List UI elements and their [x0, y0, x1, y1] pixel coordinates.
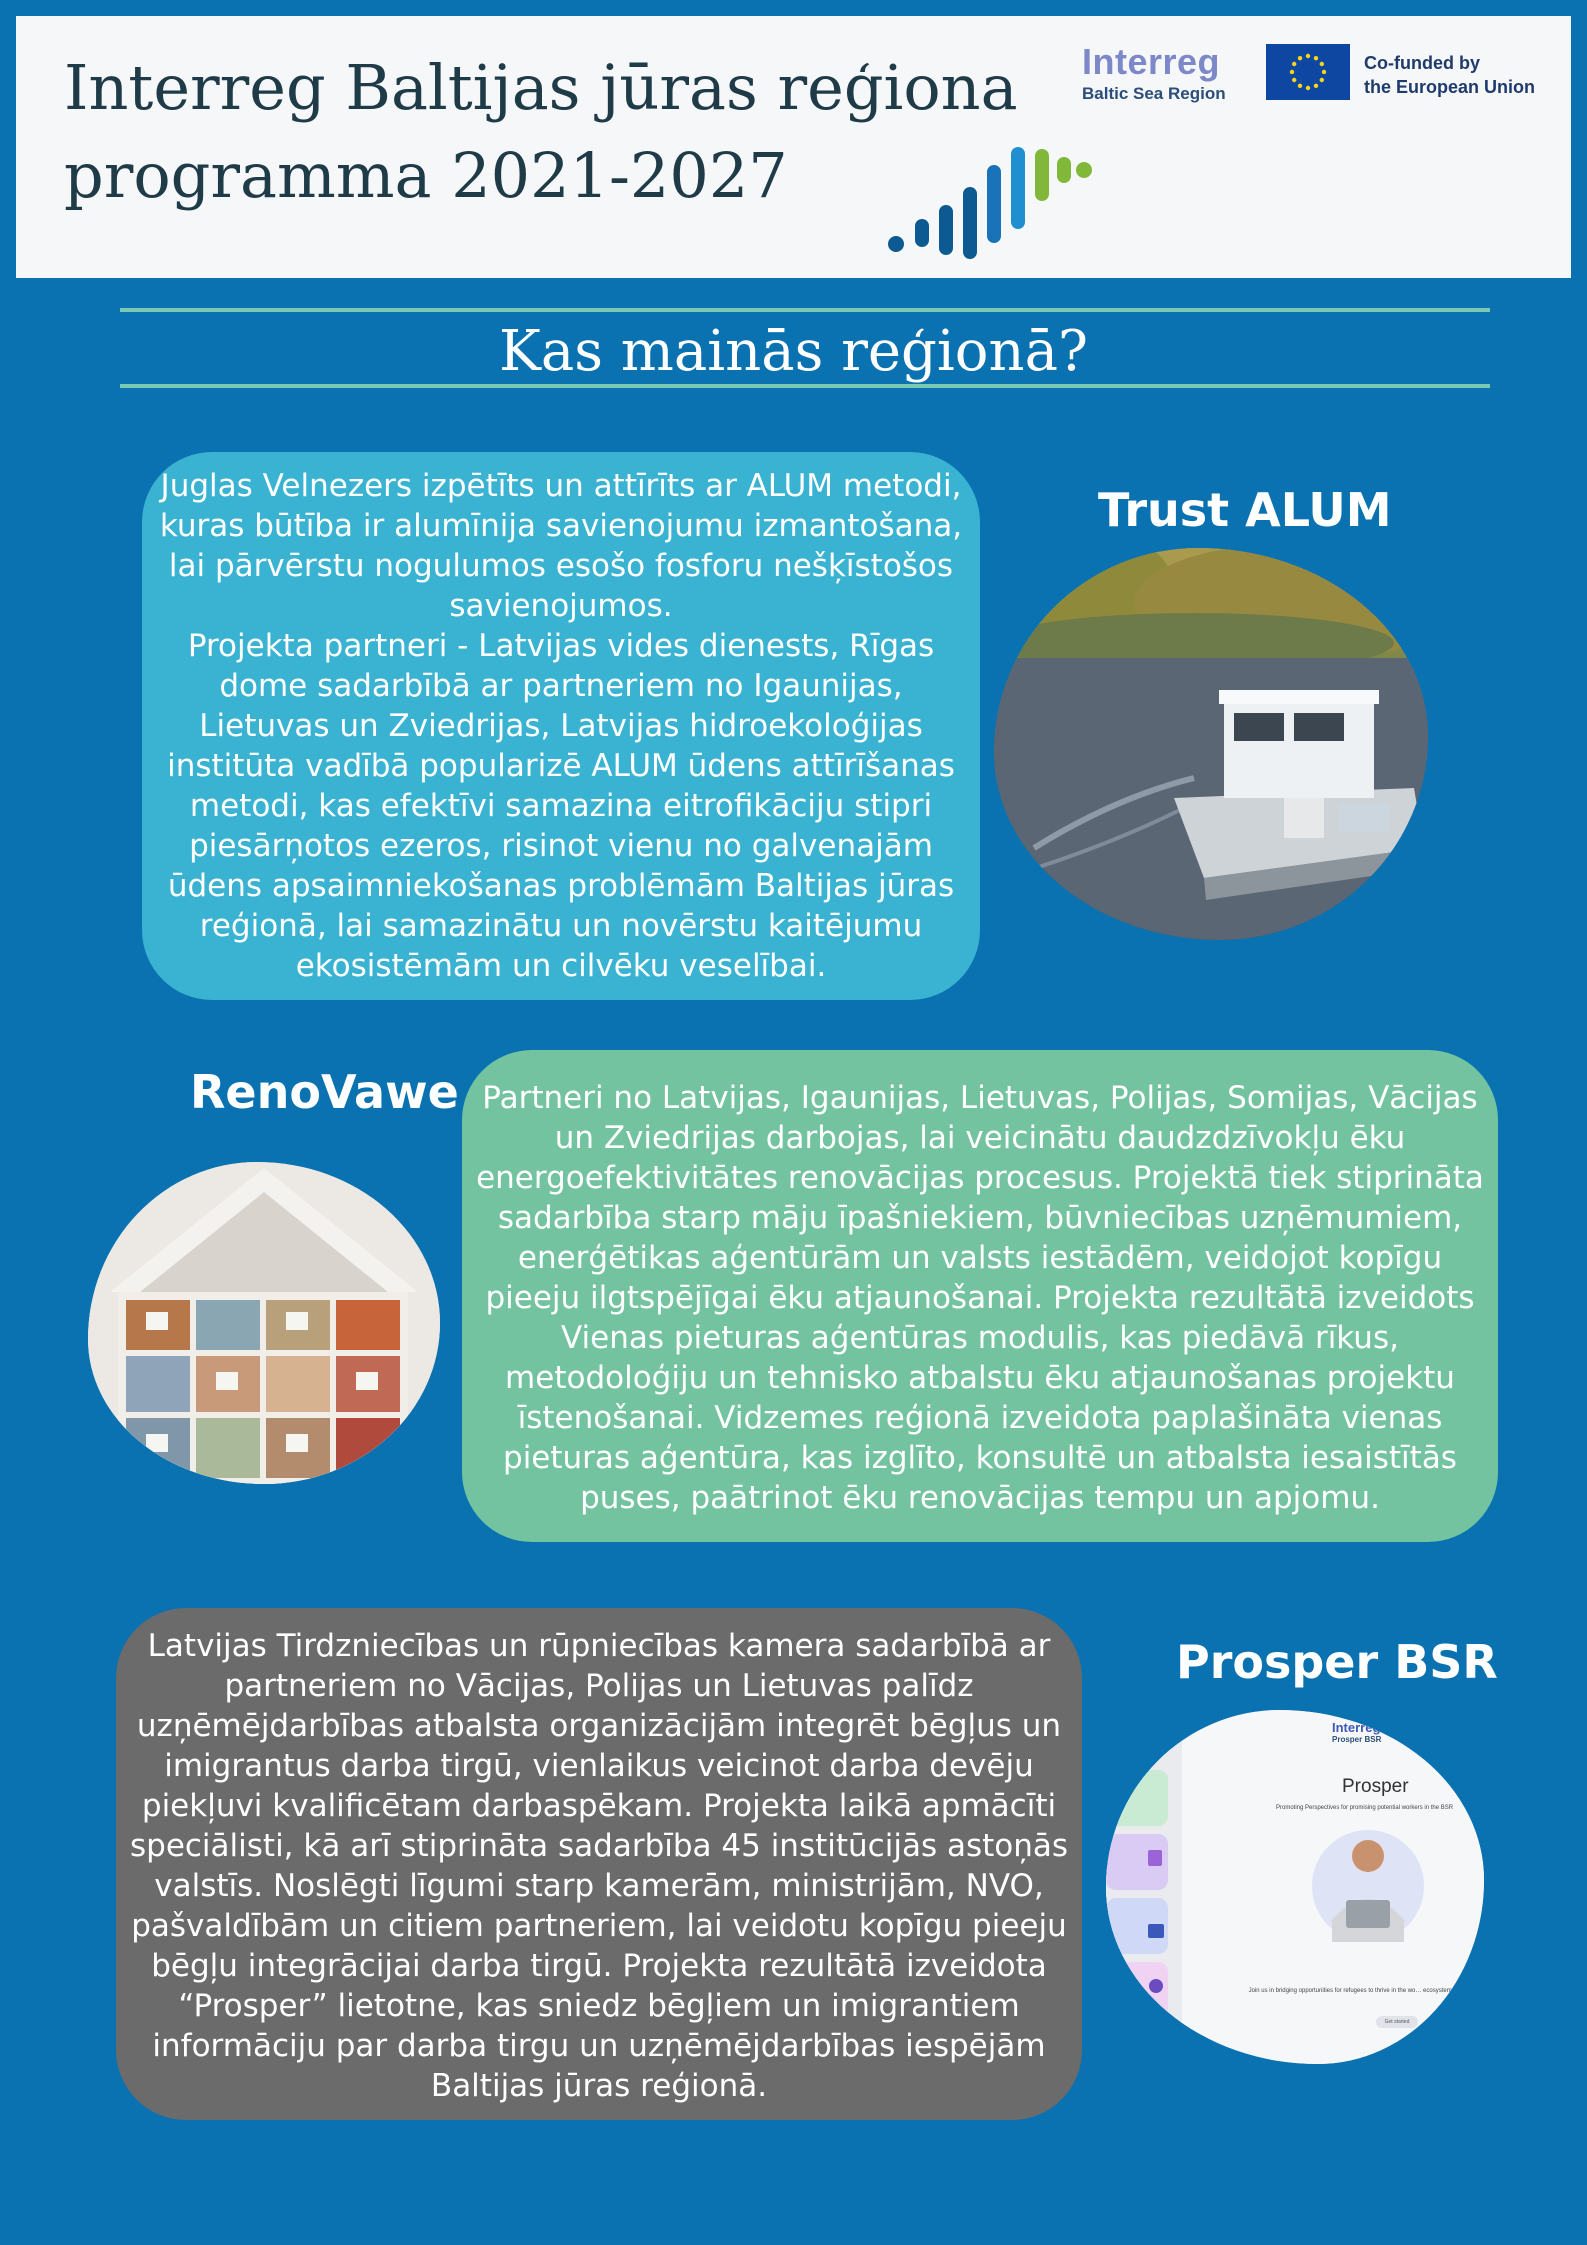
- page-title: [64, 44, 1018, 220]
- house-photo: [88, 1162, 440, 1484]
- trust-alum-text-2: Projekta partneri - Latvijas vides dienests, Rīgas dome sadarbībā ar partneriem no Igaunijas, Lietuvas un Zviedrijas, Latvijas hidroekoloģijas institūta vadībā popularizē ALUM ūdens attīrīšanas metodi, kas efektīvi samazina eitrofikāciju stipri piesārņotos ezeros, risinot vienu no galvenajām ūdens apsaimniekošanas problēmām Baltijas jūras reģionā, lai samazinātu un novērstu kaitējumu ekosistēmām un cilvēku veselībai.: [167, 628, 955, 984]
- app-screenshot: [1106, 1710, 1484, 2064]
- renovawe-text: Partneri no Latvijas, Igaunijas, Lietuvas, Polijas, Somijas, Vācijas un Zviedrijas darbojas, lai veicinātu daudzdzīvokļu ēku energoefektivitātes renovācijas procesus. Projektā tiek stiprināta sadarbība starp māju īpašniekiem, būvniecības uzņēmumiem, enerģētikas aģentūrām un valsts iestādēm, veidojot kopīgu pieeju ilgtspējīgai ēku atjaunošanai. Projekta rezultātā izveidots Vienas pieturas aģentūras modulis, kas piedāvā rīkus, metodoloģiju un tehnisko atbalstu ēku atjaunošanas projektu īstenošanai. Vidzemes reģionā izveidota paplašināta vienas pieturas aģentūra, kas izglīto, konsultē un atbalsta iesaistītās puses, paātrinot ēku renovācijas tempu un apjomu.: [476, 1080, 1484, 1516]
- cofunded-line-1: Co-funded by: [1364, 53, 1480, 73]
- cofunded-text: [1364, 51, 1535, 99]
- prosper-panel: [116, 1608, 1082, 2120]
- trust-alum-text-1: Juglas Velnezers izpētīts un attīrīts ar ALUM metodi, kuras būtība ir alumīnija savienojumu izmantošana, lai pārvērstu nogulumos esošo fosforu nešķīstošos savienojumos.: [159, 468, 963, 624]
- trust-alum-panel: [142, 452, 980, 1000]
- prosper-text: Latvijas Tirdzniecības un rūpniecības kamera sadarbībā ar partneriem no Vācijas, Polijas un Lietuvas palīdz uzņēmējdarbības atbalsta organizācijām integrēt bēgļus un imigrantus darba tirgū, vienlaikus veicinot darba devēju piekļuvi kvalificētam darbaspēkam. Projekta laikā apmācīti speciālisti, kā arī stiprināta sadarbība 45 institūcijās astoņās valstīs. Noslēgti līgumi starp kamerām, ministrijām, NVO, pašvaldībām un citiem partneriem, lai veidotu kopīgu pieeju bēgļu integrācijai darba tirgū. Projekta rezultātā izveidota “Prosper” lietotne, kas sniedz bēgļiem un imigrantiem informāciju par darba tirgu un uzņēmējdarbības iespējām Baltijas jūras reģionā.: [129, 1628, 1069, 2104]
- trust-alum-title: Trust ALUM: [1098, 483, 1392, 537]
- cofunded-line-2: the European Union: [1364, 77, 1535, 97]
- eu-flag-icon: [1266, 44, 1350, 100]
- app-title: Prosper: [1342, 1776, 1409, 1797]
- app-get-started-button[interactable]: Get started: [1384, 2019, 1410, 2025]
- app-join-text: Join us in bridging opportunities for refugees to thrive in the wo… ecosystem.: [1248, 1988, 1454, 1994]
- app-logo: [1332, 1722, 1452, 1746]
- title-line-1: Interreg Baltijas jūras reģiona: [64, 51, 1018, 124]
- app-subtitle: Promoting Perspectives for promising potential workers in the BSR: [1276, 1805, 1454, 1811]
- boat-photo: [994, 548, 1428, 940]
- title-line-2: programma 2021-2027: [64, 139, 788, 212]
- renovawe-panel: [462, 1050, 1498, 1542]
- section-title: Kas mainās reģionā?: [498, 319, 1088, 384]
- header: [16, 16, 1571, 278]
- title-rule-bottom: [120, 384, 1490, 388]
- renovawe-title: RenoVawe: [190, 1065, 459, 1119]
- app-logo-name: Interreg: [1332, 1720, 1381, 1735]
- prosper-title: Prosper BSR: [1176, 1635, 1498, 1689]
- interreg-logo-subtitle: Baltic Sea Region: [1082, 84, 1226, 103]
- app-logo-sub: Prosper BSR: [1332, 1735, 1382, 1744]
- interreg-logo-name: Interreg: [1082, 41, 1221, 82]
- interreg-signal-bars-logo: [886, 134, 1146, 274]
- interreg-logo: [1082, 41, 1226, 104]
